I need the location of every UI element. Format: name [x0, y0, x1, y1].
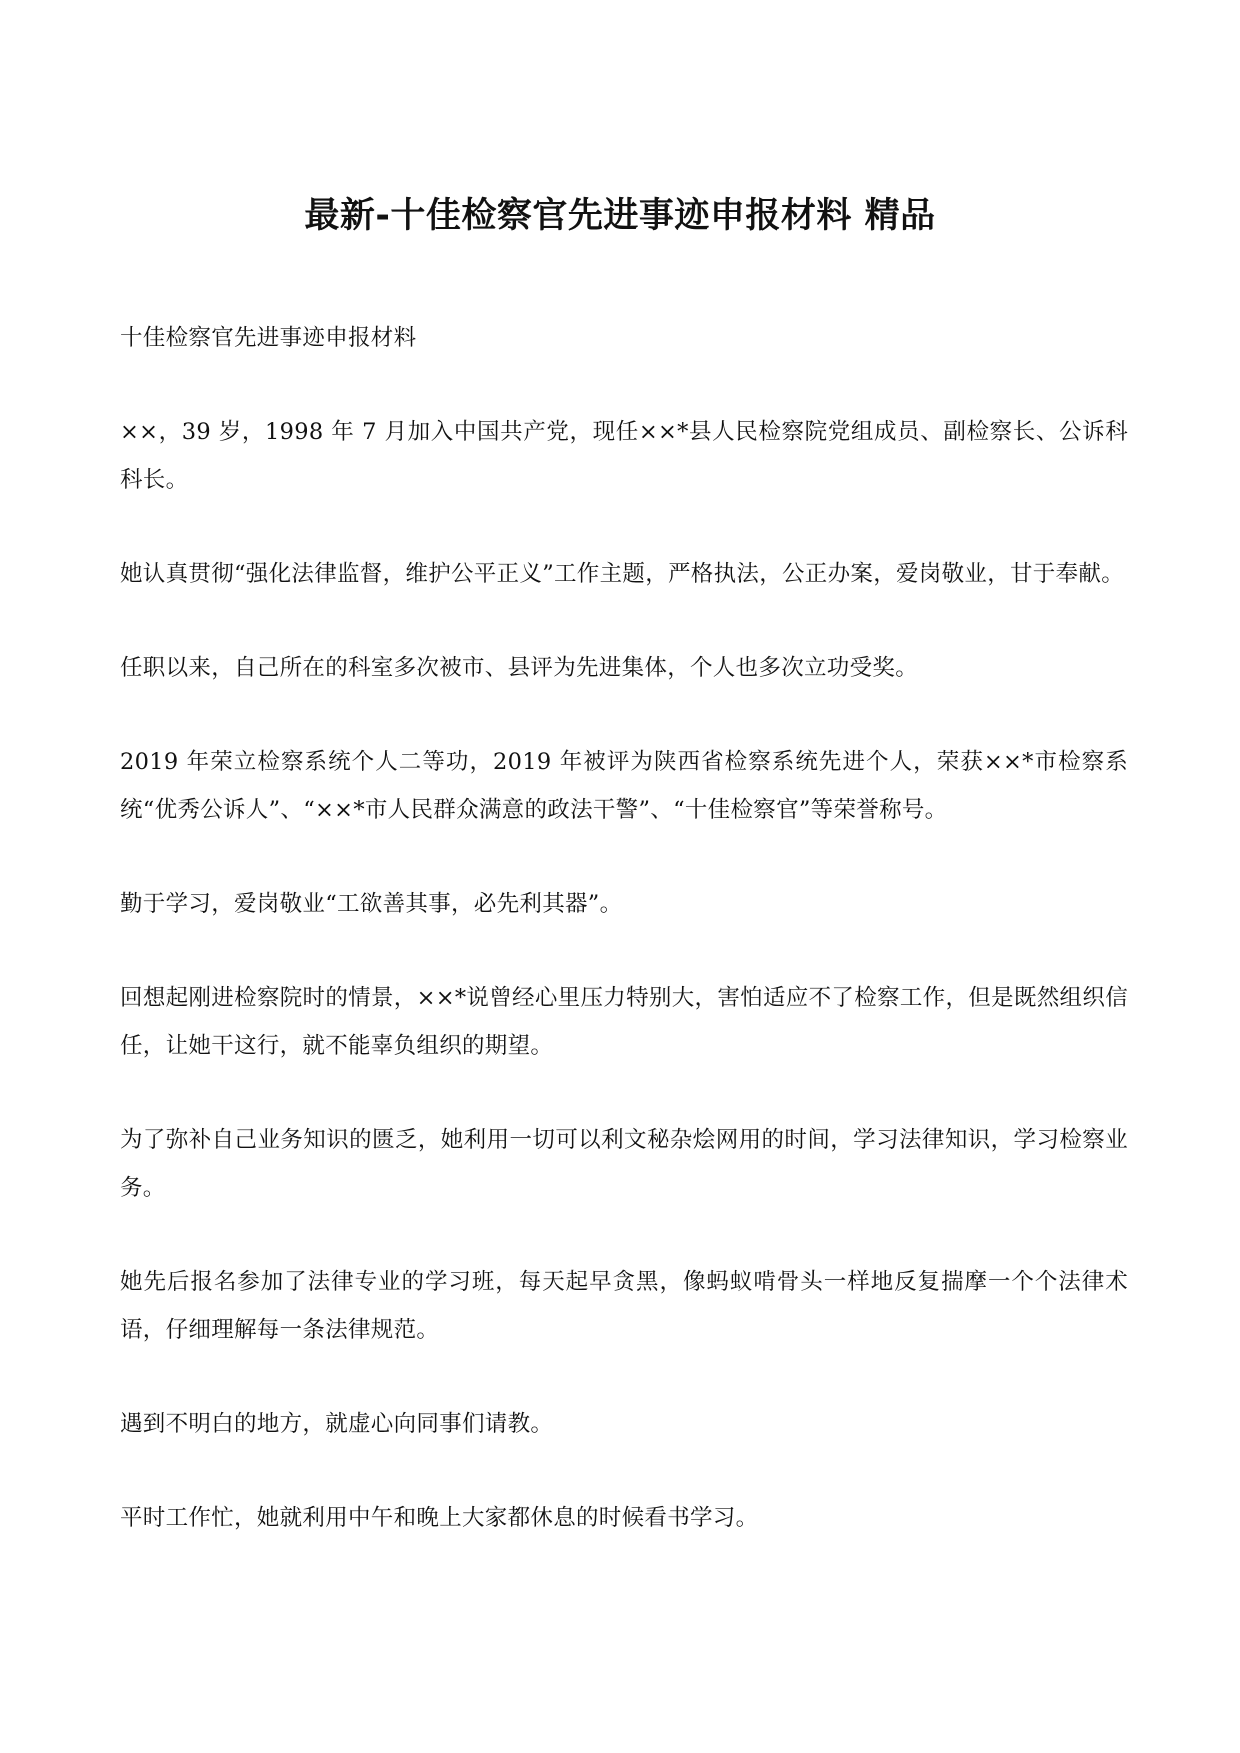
paragraph-work-theme: 她认真贯彻“强化法律监督，维护公平正义”工作主题，严格执法，公正办案，爱岗敬业，甘于奉献。 — [120, 561, 1125, 587]
paragraph-training-class: 她先后报名参加了法律专业的学习班，每天起早贪黑，像蚂蚁啃骨头一样地反复揣摩一个个法律术语，仔细理解每一条法律规范。 — [120, 1269, 1128, 1343]
paragraph-subtitle: 十佳检察官先进事迹申报材料 — [120, 325, 417, 351]
document-title: 最新-十佳检察官先进事迹申报材料 精品 — [304, 196, 936, 236]
paragraph-study-heading: 勤于学习，爱岗敬业“工欲善其事，必先利其器”。 — [120, 891, 623, 917]
paragraph-ask-colleagues: 遇到不明白的地方，就虚心向同事们请教。 — [120, 1411, 554, 1437]
paragraph-self-study: 为了弥补自己业务知识的匮乏，她利用一切可以利文秘杂烩网用的时间，学习法律知识，学习检察业务。 — [120, 1127, 1128, 1201]
document-body — [120, 314, 1128, 1588]
paragraph-honors-summary: 任职以来，自己所在的科室多次被市、县评为先进集体，个人也多次立功受奖。 — [120, 655, 919, 681]
paragraph-awards: 2019 年荣立检察系统个人二等功，2019 年被评为陕西省检察系统先进个人，荣获××*市检察系统“优秀公诉人”、“××*市人民群众满意的政法干警”、“十佳检察官”等荣誉称号。 — [120, 749, 1128, 823]
paragraph-early-career: 回想起刚进检察院时的情景，××*说曾经心里压力特别大，害怕适应不了检察工作，但是既然组织信任，让她干这行，就不能辜负组织的期望。 — [120, 985, 1128, 1059]
paragraph-profile: ××，39 岁，1998 年 7 月加入中国共产党，现任××*县人民检察院党组成员、副检察长、公诉科科长。 — [120, 419, 1128, 493]
paragraph-spare-time: 平时工作忙，她就利用中午和晚上大家都休息的时候看书学习。 — [120, 1505, 759, 1531]
